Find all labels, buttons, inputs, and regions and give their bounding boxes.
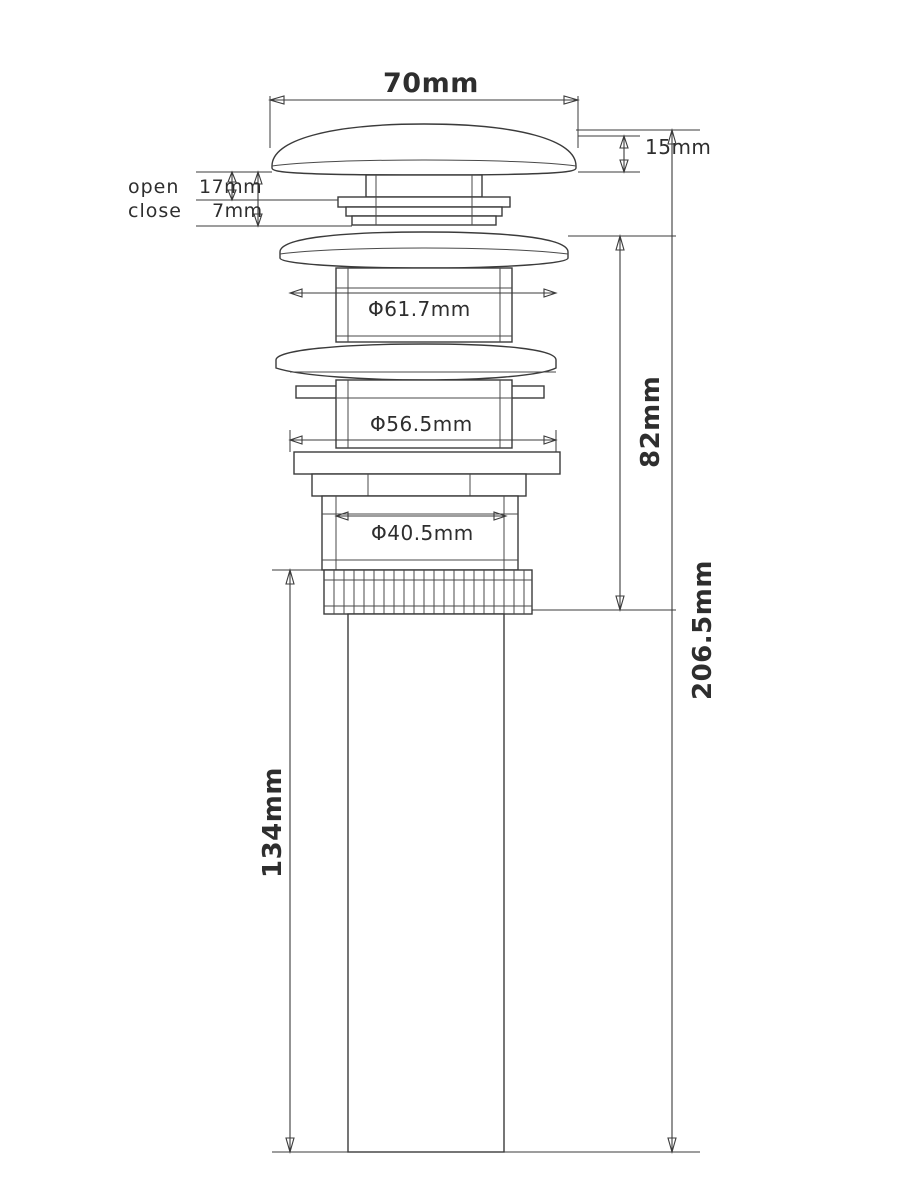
- drain-flange-upper: [280, 232, 568, 268]
- drain-threaded-section: [324, 570, 532, 614]
- label-diameter-middle: Φ56.5mm: [370, 412, 473, 436]
- drain-washer-stack: [338, 197, 510, 225]
- label-diameter-upper: Φ61.7mm: [368, 297, 471, 321]
- label-close-value: 7mm: [212, 200, 263, 222]
- label-open-value: 17mm: [199, 176, 263, 198]
- label-open: open: [128, 176, 180, 198]
- label-height-total: 206.5mm: [688, 560, 718, 700]
- label-cap-thickness: 15mm: [645, 135, 712, 159]
- label-height-tube: 134mm: [258, 767, 288, 878]
- drain-cap: [272, 124, 576, 175]
- drain-collar: [294, 452, 560, 496]
- label-height-upper: 82mm: [636, 375, 666, 468]
- label-diameter-lower: Φ40.5mm: [371, 521, 474, 545]
- dimension-cap-thickness: [578, 136, 640, 172]
- label-close: close: [128, 200, 182, 222]
- drain-tail-tube: [348, 614, 504, 1152]
- dimension-height-total: [504, 130, 700, 1152]
- drain-stem-upper: [366, 175, 482, 197]
- label-top-width: 70mm: [383, 68, 479, 99]
